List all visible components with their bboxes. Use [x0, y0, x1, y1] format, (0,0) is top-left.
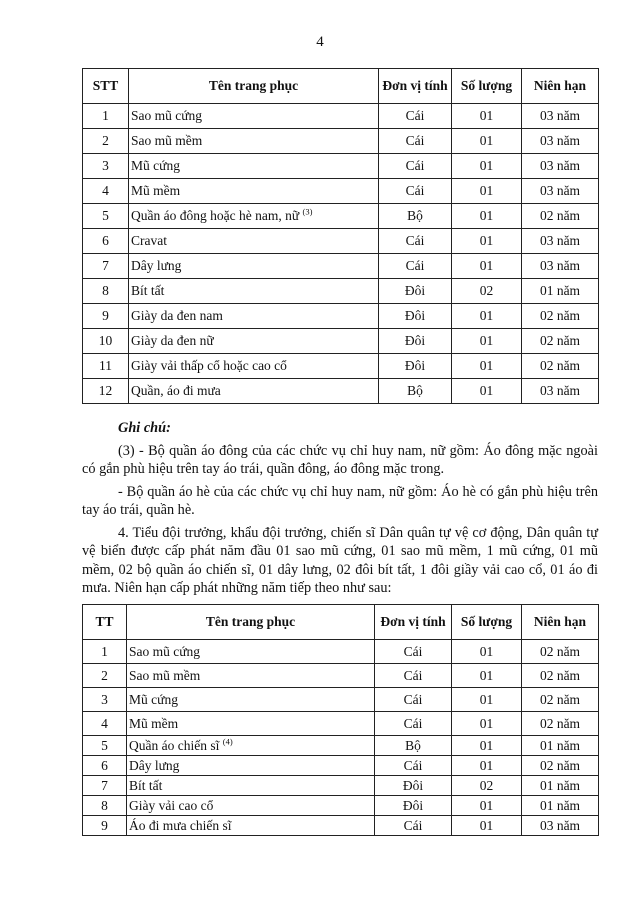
cell-unit	[375, 736, 452, 756]
cell-quantity	[452, 154, 522, 179]
col-header-quantity: Số lượng	[452, 69, 522, 104]
term-text: 01 năm	[539, 737, 581, 753]
unit-text: Đôi	[404, 333, 426, 348]
cell-unit	[375, 640, 452, 664]
unit-text: Cái	[403, 817, 423, 833]
cell-item-name	[129, 204, 379, 229]
term-text: 01 năm	[539, 797, 581, 813]
cell-item-name	[129, 279, 379, 304]
cell-term	[522, 776, 599, 796]
col-header-quantity: Số lượng	[452, 605, 522, 640]
term-text: 01 năm	[539, 777, 581, 793]
table-row	[83, 712, 599, 736]
cell-row-number	[83, 776, 127, 796]
cell-item-name	[129, 379, 379, 404]
table-header-row	[83, 69, 599, 104]
cell-unit	[379, 204, 452, 229]
note-paragraph: (3) - Bộ quần áo đông của các chức vụ chỉ huy nam, nữ gồm: Áo đông mặc ngoài có gắn phù hiệu trên tay áo trái, quần đông, áo đông mặc trong.	[82, 442, 598, 477]
footnote-marker: (3)	[302, 206, 313, 217]
unit-text: Bộ	[407, 383, 423, 398]
unit-text: Đôi	[402, 797, 424, 813]
item-name-text: Mũ mềm	[129, 715, 179, 731]
table-row	[83, 796, 599, 816]
cell-quantity	[452, 664, 522, 688]
unit-text: Bộ	[407, 208, 423, 223]
cell-quantity	[452, 796, 522, 816]
cell-row-number	[83, 329, 129, 354]
cell-quantity	[452, 379, 522, 404]
cell-quantity	[452, 776, 522, 796]
term-text: 03 năm	[539, 817, 581, 833]
cell-row-number	[83, 664, 127, 688]
term-text: 03 năm	[539, 183, 581, 198]
cell-unit	[379, 329, 452, 354]
cell-unit	[379, 354, 452, 379]
cell-unit	[375, 816, 452, 836]
item-name-text: Dây lưng	[129, 757, 180, 773]
quantity-text: 01	[479, 183, 494, 198]
item-name-text: Bít tất	[131, 283, 165, 298]
cell-quantity	[452, 204, 522, 229]
cell-row-number	[83, 229, 129, 254]
cell-unit	[379, 254, 452, 279]
item-name-text: Cravat	[131, 233, 167, 248]
cell-item-name	[129, 304, 379, 329]
term-text: 02 năm	[539, 358, 581, 373]
item-name-text: Sao mũ mềm	[131, 133, 203, 148]
cell-row-number	[83, 756, 127, 776]
unit-text: Cái	[403, 643, 423, 659]
cell-quantity	[452, 179, 522, 204]
cell-term	[522, 736, 599, 756]
item-name-text: Áo đi mưa chiến sĩ	[129, 817, 232, 833]
row-number-text: 3	[101, 691, 108, 707]
cell-quantity	[452, 104, 522, 129]
notes-section	[82, 419, 598, 598]
term-text: 02 năm	[539, 643, 581, 659]
note-paragraph: - Bộ quần áo hè của các chức vụ chỉ huy nam, nữ gồm: Áo hè có gắn phù hiệu trên tay áo trái, quần hè.	[82, 483, 598, 518]
cell-term	[522, 279, 599, 304]
cell-quantity	[452, 816, 522, 836]
cell-item-name	[129, 179, 379, 204]
cell-quantity	[452, 329, 522, 354]
item-name-text: Giày vải cao cổ	[129, 797, 214, 813]
item-name-text: Sao mũ cứng	[131, 108, 203, 123]
item-name-text: Bít tất	[129, 777, 163, 793]
note-paragraph: 4. Tiểu đội trưởng, khẩu đội trưởng, chiến sĩ Dân quân tự vệ cơ động, Dân quân tự vệ biển được cấp phát năm đầu 01 sao mũ cứng, 01 sao mũ mềm, 1 mũ cứng, 01 mũ mềm, 02 bộ quần áo chiến sĩ, 01 dây lưng, 02 đôi bít tất, 1 đôi giầy vải cao cổ, 01 áo đi mưa. Niên hạn cấp phát những năm tiếp theo như sau:	[82, 524, 598, 596]
cell-term	[522, 329, 599, 354]
cell-unit	[379, 104, 452, 129]
table-row	[83, 664, 599, 688]
cell-quantity	[452, 254, 522, 279]
row-number-text: 6	[101, 757, 108, 773]
unit-text: Cái	[403, 757, 423, 773]
col-header-term: Niên hạn	[522, 605, 599, 640]
row-number-text: 7	[102, 258, 109, 273]
col-header-item-name: Tên trang phục	[129, 69, 379, 104]
quantity-text: 01	[479, 208, 494, 223]
quantity-text: 01	[479, 715, 494, 731]
cell-term	[522, 204, 599, 229]
quantity-text: 01	[479, 133, 494, 148]
row-number-text: 11	[99, 358, 112, 373]
table-row	[83, 304, 599, 329]
row-number-text: 3	[102, 158, 109, 173]
term-text: 02 năm	[539, 691, 581, 707]
quantity-text: 01	[479, 333, 494, 348]
cell-unit	[375, 712, 452, 736]
table-row	[83, 816, 599, 836]
item-name-text: Mũ cứng	[131, 158, 180, 173]
unit-text: Cái	[403, 715, 423, 731]
cell-row-number	[83, 154, 129, 179]
cell-term	[522, 712, 599, 736]
table-row	[83, 129, 599, 154]
cell-row-number	[83, 640, 127, 664]
unit-text: Cái	[405, 108, 425, 123]
row-number-text: 4	[102, 183, 109, 198]
cell-item-name	[127, 816, 375, 836]
unit-text: Cái	[403, 667, 423, 683]
unit-text: Đôi	[404, 358, 426, 373]
uniform-table-commanders	[82, 68, 599, 404]
cell-row-number	[83, 816, 127, 836]
cell-term	[522, 304, 599, 329]
cell-item-name	[127, 664, 375, 688]
cell-quantity	[452, 354, 522, 379]
page-number: 4	[316, 34, 324, 50]
cell-row-number	[83, 129, 129, 154]
cell-item-name	[129, 154, 379, 179]
cell-row-number	[83, 379, 129, 404]
quantity-text: 01	[479, 757, 494, 773]
quantity-text: 01	[479, 308, 494, 323]
cell-term	[522, 229, 599, 254]
quantity-text: 01	[479, 108, 494, 123]
row-number-text: 9	[101, 817, 108, 833]
row-number-text: 1	[101, 643, 108, 659]
quantity-text: 01	[479, 258, 494, 273]
cell-item-name	[127, 688, 375, 712]
cell-row-number	[83, 279, 129, 304]
quantity-text: 02	[479, 283, 494, 298]
uniform-table-soldiers	[82, 604, 599, 836]
quantity-text: 01	[479, 233, 494, 248]
unit-text: Cái	[403, 691, 423, 707]
cell-item-name	[127, 712, 375, 736]
item-name-text: Sao mũ mềm	[129, 667, 201, 683]
cell-term	[522, 688, 599, 712]
table-header-row	[83, 605, 599, 640]
item-name-text: Giày da đen nữ	[131, 333, 214, 348]
term-text: 02 năm	[539, 308, 581, 323]
table-row	[83, 279, 599, 304]
cell-row-number	[83, 204, 129, 229]
cell-quantity	[452, 229, 522, 254]
unit-text: Đôi	[404, 308, 426, 323]
cell-row-number	[83, 354, 129, 379]
row-number-text: 9	[102, 308, 109, 323]
cell-row-number	[83, 304, 129, 329]
cell-term	[522, 179, 599, 204]
cell-unit	[379, 304, 452, 329]
cell-item-name	[127, 640, 375, 664]
row-number-text: 5	[101, 737, 108, 753]
unit-text: Đôi	[402, 777, 424, 793]
table-row	[83, 756, 599, 776]
table-row	[83, 229, 599, 254]
cell-term	[522, 354, 599, 379]
col-header-item-name: Tên trang phục	[127, 605, 375, 640]
term-text: 03 năm	[539, 133, 581, 148]
cell-quantity	[452, 756, 522, 776]
cell-unit	[379, 279, 452, 304]
quantity-text: 02	[479, 777, 494, 793]
cell-item-name	[129, 229, 379, 254]
cell-item-name	[129, 104, 379, 129]
item-name-text: Sao mũ cứng	[129, 643, 201, 659]
quantity-text: 01	[479, 643, 494, 659]
table-row	[83, 329, 599, 354]
unit-text: Cái	[405, 258, 425, 273]
cell-quantity	[452, 712, 522, 736]
table-row	[83, 104, 599, 129]
row-number-text: 2	[102, 133, 109, 148]
table-row	[83, 640, 599, 664]
table-row	[83, 354, 599, 379]
quantity-text: 01	[479, 358, 494, 373]
term-text: 03 năm	[539, 383, 581, 398]
item-name-text: Dây lưng	[131, 258, 182, 273]
cell-term	[522, 640, 599, 664]
unit-text: Cái	[405, 233, 425, 248]
term-text: 03 năm	[539, 108, 581, 123]
cell-row-number	[83, 712, 127, 736]
cell-row-number	[83, 688, 127, 712]
cell-unit	[379, 154, 452, 179]
cell-term	[522, 664, 599, 688]
cell-unit	[379, 379, 452, 404]
cell-term	[522, 254, 599, 279]
row-number-text: 8	[101, 797, 108, 813]
row-number-text: 2	[101, 667, 108, 683]
cell-term	[522, 129, 599, 154]
term-text: 02 năm	[539, 715, 581, 731]
term-text: 01 năm	[539, 283, 581, 298]
cell-item-name	[129, 329, 379, 354]
item-name-text: Giày vải thấp cổ hoặc cao cổ	[131, 358, 287, 373]
item-name-text: Quần áo chiến sĩ	[129, 737, 223, 753]
cell-quantity	[452, 279, 522, 304]
cell-unit	[379, 129, 452, 154]
row-number-text: 4	[101, 715, 108, 731]
cell-unit	[375, 776, 452, 796]
unit-text: Cái	[405, 158, 425, 173]
table-row	[83, 204, 599, 229]
row-number-text: 10	[98, 333, 113, 348]
cell-term	[522, 796, 599, 816]
table-row	[83, 776, 599, 796]
item-name-text: Quần áo đông hoặc hè nam, nữ	[131, 208, 303, 223]
row-number-text: 5	[102, 208, 109, 223]
cell-unit	[375, 688, 452, 712]
item-name-text: Mũ mềm	[131, 183, 181, 198]
cell-unit	[375, 796, 452, 816]
row-number-text: 6	[102, 233, 109, 248]
unit-text: Cái	[405, 133, 425, 148]
cell-quantity	[452, 640, 522, 664]
cell-quantity	[452, 129, 522, 154]
cell-item-name	[127, 756, 375, 776]
cell-row-number	[83, 179, 129, 204]
cell-row-number	[83, 796, 127, 816]
table-row	[83, 254, 599, 279]
term-text: 03 năm	[539, 233, 581, 248]
cell-item-name	[127, 796, 375, 816]
table-row	[83, 379, 599, 404]
col-header-tt: TT	[83, 605, 127, 640]
item-name-text: Quần, áo đi mưa	[131, 383, 221, 398]
notes-title: Ghi chú:	[118, 420, 171, 436]
cell-term	[522, 379, 599, 404]
quantity-text: 01	[479, 158, 494, 173]
table-body	[83, 104, 599, 404]
col-header-unit: Đơn vị tính	[379, 69, 452, 104]
quantity-text: 01	[479, 797, 494, 813]
quantity-text: 01	[479, 817, 494, 833]
row-number-text: 1	[102, 108, 109, 123]
cell-term	[522, 756, 599, 776]
table-row	[83, 736, 599, 756]
cell-item-name	[127, 736, 375, 756]
cell-unit	[379, 179, 452, 204]
quantity-text: 01	[479, 691, 494, 707]
cell-item-name	[129, 354, 379, 379]
col-header-unit: Đơn vị tính	[375, 605, 452, 640]
cell-quantity	[452, 736, 522, 756]
term-text: 02 năm	[539, 667, 581, 683]
table-row	[83, 179, 599, 204]
col-header-stt: STT	[83, 69, 129, 104]
unit-text: Cái	[405, 183, 425, 198]
unit-text: Bộ	[405, 737, 421, 753]
table-body	[83, 640, 599, 836]
term-text: 02 năm	[539, 208, 581, 223]
quantity-text: 01	[479, 737, 494, 753]
cell-row-number	[83, 736, 127, 756]
cell-item-name	[129, 129, 379, 154]
cell-unit	[379, 229, 452, 254]
cell-unit	[375, 756, 452, 776]
item-name-text: Mũ cứng	[129, 691, 178, 707]
cell-quantity	[452, 688, 522, 712]
footnote-marker: (4)	[222, 736, 233, 746]
term-text: 03 năm	[539, 258, 581, 273]
term-text: 02 năm	[539, 757, 581, 773]
term-text: 02 năm	[539, 333, 581, 348]
quantity-text: 01	[479, 383, 494, 398]
table-row	[83, 688, 599, 712]
cell-term	[522, 154, 599, 179]
row-number-text: 8	[102, 283, 109, 298]
row-number-text: 7	[101, 777, 108, 793]
item-name-text: Giày da đen nam	[131, 308, 223, 323]
cell-unit	[375, 664, 452, 688]
cell-term	[522, 816, 599, 836]
cell-row-number	[83, 104, 129, 129]
unit-text: Đôi	[404, 283, 426, 298]
cell-item-name	[127, 776, 375, 796]
table-row	[83, 154, 599, 179]
cell-row-number	[83, 254, 129, 279]
quantity-text: 01	[479, 667, 494, 683]
col-header-term: Niên hạn	[522, 69, 599, 104]
row-number-text: 12	[98, 383, 113, 398]
cell-item-name	[129, 254, 379, 279]
cell-term	[522, 104, 599, 129]
cell-quantity	[452, 304, 522, 329]
term-text: 03 năm	[539, 158, 581, 173]
